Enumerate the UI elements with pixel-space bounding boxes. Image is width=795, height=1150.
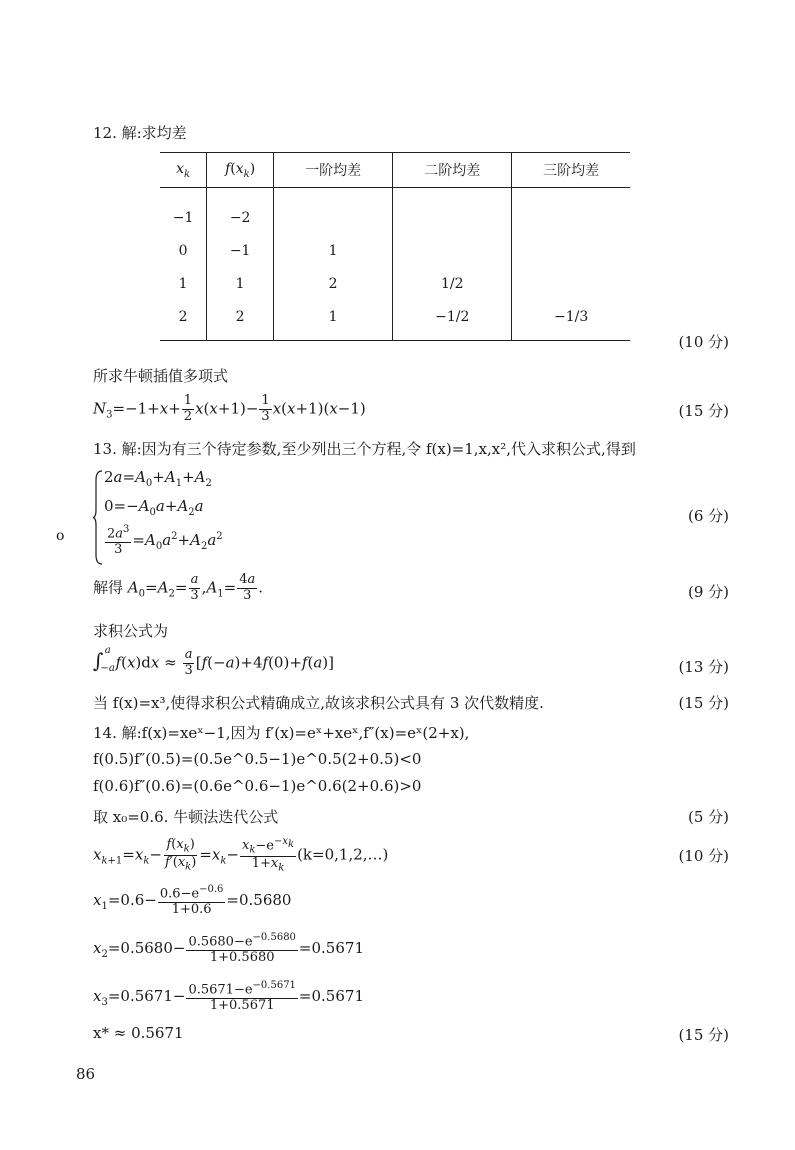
formula-intro: 求积公式为 <box>93 622 169 640</box>
table-row: 1 1 2 1/2 <box>160 267 630 300</box>
score-label: (5 分) <box>687 808 729 826</box>
solve-result: 解得 $A_0=A_2=$ $\frac{a}{3}$ $,A_1=$ $\frac{4a}{3}$ . <box>93 572 264 603</box>
system-eq-2: $0=-A_0a+A_2a$ <box>104 497 204 518</box>
iteration-x3: $x_3=0.5671-$ $\frac{0.5671-e^{-0.5671}}{1+0.5671}$ =0.5671 <box>93 980 364 1014</box>
divided-difference-table <box>160 152 630 341</box>
table-row: 0 −1 1 <box>160 234 630 267</box>
newton-poly-intro: 所求牛顿插值多项式 <box>93 367 229 385</box>
header-second-diff: 二阶均差 <box>393 153 512 188</box>
table-row: 2 2 1 −1/2 −1/3 <box>160 300 630 341</box>
score-label: (15 分) <box>678 694 729 712</box>
final-root: x* ≈ 0.5671 <box>93 1024 184 1042</box>
score-label: (10 分) <box>678 333 729 351</box>
header-fxk: $f(x_k)$ <box>207 153 274 188</box>
score-label: (15 分) <box>678 402 729 420</box>
precision-conclusion: 当 f(x)=x³,使得求积公式精确成立,故该求积公式具有 3 次代数精度. <box>93 694 544 712</box>
header-third-diff: 三阶均差 <box>512 153 630 188</box>
table-row: −1 −2 <box>160 188 630 235</box>
header-xk: $x_k$ <box>160 153 207 188</box>
iteration-x1: $x_1=0.6-$ $\frac{0.6-e^{-0.6}}{1+0.6}$ =0.5680 <box>93 884 292 918</box>
quadrature-formula: $\int_{-a}^a$ f(x)dx ≈ $\frac{a}{3}$ [f(−a)+4f(0)+f(a)] <box>93 645 334 678</box>
newton-start: 取 x₀=0.6. 牛顿法迭代公式 <box>93 808 279 826</box>
equation-brace <box>93 470 103 565</box>
problem12-heading: 12. 解:求均差 <box>93 124 187 142</box>
sign-check-1: f(0.5)f″(0.5)=(0.5e^0.5−1)e^0.5(2+0.5)<0 <box>93 750 422 768</box>
page-number: 86 <box>76 1065 96 1083</box>
score-label: (6 分) <box>687 507 729 525</box>
sign-check-2: f(0.6)f″(0.6)=(0.6e^0.6−1)e^0.6(2+0.6)>0 <box>93 777 422 795</box>
score-label: (13 分) <box>678 658 729 676</box>
system-eq-1: $2a=A_0+A_1+A_2$ <box>104 468 212 489</box>
newton-polynomial: $N_3=-1+x+$ $\frac{1}{2}$ x(x+1)− $\frac{1}{3}$ x(x+1)(x−1) <box>93 393 366 424</box>
problem13-heading: 13. 解:因为有三个待定参数,至少列出三个方程,令 f(x)=1,x,x²,代入求积公式,得到 <box>93 440 636 458</box>
margin-mark: o <box>56 528 65 544</box>
score-label: (10 分) <box>678 847 729 865</box>
iteration-x2: $x_2=0.5680-$ $\frac{0.5680-e^{-0.5680}}{1+0.5680}$ =0.5671 <box>93 932 364 966</box>
problem14-heading: 14. 解:f(x)=xeˣ−1,因为 f′(x)=eˣ+xeˣ,f″(x)=eˣ(2+x), <box>93 724 470 742</box>
newton-iteration-formula: $x_{k+1}=x_k-$ $\frac{f(x_k)}{f'(x_k)}$ $=x_k-$ $\frac{x_k-e^{-x_k}}{1+x_k}$ (k=0,1,2,…) <box>93 836 389 875</box>
header-first-diff: 一阶均差 <box>274 153 393 188</box>
system-eq-3: $\frac{2a^3}{3}$ $=A_0a^2+A_2a^2$ <box>107 524 223 558</box>
score-label: (9 分) <box>687 583 729 601</box>
score-label: (15 分) <box>678 1026 729 1044</box>
